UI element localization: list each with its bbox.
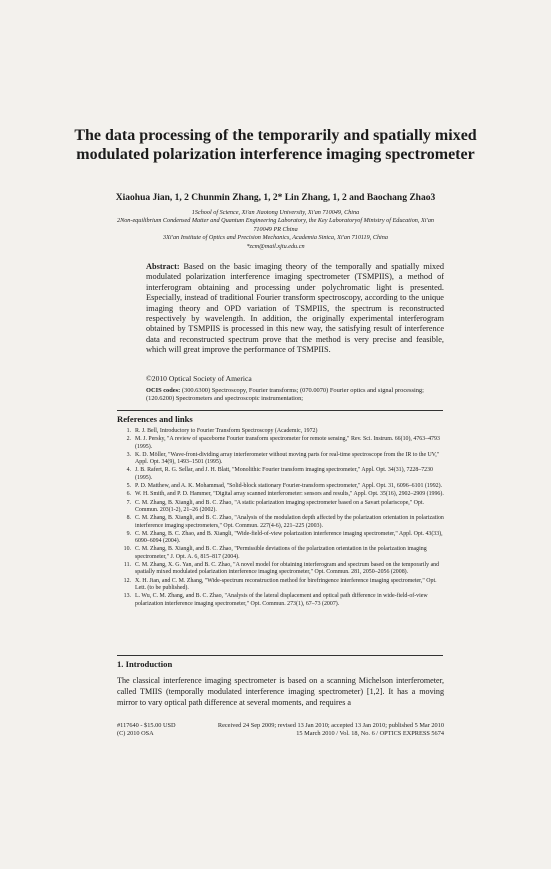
reference-item [117,483,444,490]
reference-item [117,500,444,515]
reference-number: 9. [126,530,131,537]
introduction-heading: 1. Introduction [117,659,173,669]
reference-number: 1. [126,428,131,434]
ocis-label: OCIS codes: [146,387,181,394]
affiliation-3: 3Xi'an Institute of Optics and Precision Mechanics, Academia Sinica, Xi'an 710119, China [163,234,388,242]
reference-item [117,562,444,577]
reference-number: 5. [126,483,131,490]
reference-number: 2. [126,436,131,443]
reference-item [117,436,444,451]
reference-text: C. M. Zhang, B. Xiangli, and B. C. Zhao, "Analysis of the modulation depth affected by the polarization orientation in polarization interference imaging spectrometers," Opt. Commun. 227(4-6), 221–225 (2003). [135,515,444,529]
reference-number: 3. [126,451,131,458]
divider-introduction [117,655,443,656]
reference-text: C. M. Zhang, X. G. Yan, and B. C. Zhao, "A novel model for obtaining interferogram and spectrum based on the temporarily and spatially mixed modulated polarization interference imaging spectrometer," Opt. Commun. 281, 2050–2056 (2008). [135,562,440,576]
reference-number: 4. [126,467,131,474]
reference-number: 6. [126,491,131,498]
reference-number: 8. [126,515,131,522]
reference-item [117,467,444,482]
footer-article-id: #117640 - $15.00 USD [117,722,176,729]
reference-list [117,428,444,609]
footer-dates: Received 24 Sep 2009; revised 13 Jan 2010; accepted 13 Jan 2010; published 5 Mar 2010 [217,722,444,729]
reference-item [117,546,444,561]
abstract [146,262,444,356]
reference-text: C. M. Zhang, B. C. Zhao, and B. Xiangli, "Wide-field-of-view polarization interference imaging spectrometer," Appl. Opt. 43(33), 6090–6094 (2004). [135,530,443,545]
ocis-codes [146,387,444,403]
introduction-text: The classical interference imaging spectrometer is based on a scanning Michelson interferometer, called TMIIS (temporally modulated interference imaging spectrometer) [1,2]. It has a moving mirror to vary optical path difference at several moments, and requires a [117,676,444,707]
affiliation-2: 2Non-equilibrium Condensed Matter and Quantum Engineering Laboratory, the Key Laboratoryof Ministry of Education, Xi'an 710049 PR China [116,217,435,233]
affiliations [110,209,441,251]
reference-item [117,593,444,608]
reference-text: C. M. Zhang, B. Xiangli, and B. C. Zhao, "Permissible deviations of the polarization orientation in the polarization imaging spectrometer," J. Opt. A. 6, 815–817 (2004). [135,546,427,560]
divider-references [117,410,443,411]
references-heading: References and links [117,414,193,424]
reference-item [117,578,444,593]
reference-number: 10. [123,546,131,553]
reference-item [117,428,444,435]
abstract-label: Abstract: [146,262,180,271]
reference-text: J. B. Rafert, R. G. Sellar, and J. H. Blatt, "Monolithic Fourier transform imaging spectrometer," Appl. Opt. 34(31), 7228–7230 (1995). [135,467,434,481]
affiliation-1: 1School of Science, Xi'an Jiaotong University, Xi'an 710049, China [191,209,360,216]
reference-number: 7. [126,499,131,506]
footer-citation: 15 March 2010 / Vol. 18, No. 6 / OPTICS EXPRESS 5674 [296,730,444,738]
reference-item [117,531,444,546]
reference-number: 13. [123,593,131,600]
reference-text: P. D. Matthew, and A. K. Mohammad, "Solid-block stationary Fourier-transform spectrometer," Appl. Opt. 31, 6096–6101 (1992). [135,483,443,490]
reference-text: K. D. Möller, "Wave-front-dividing array interferometer without moving parts for real-time spectroscope from the IR to the UV," Appl. Opt. 34(9), 1493–1501 (1995). [135,451,440,466]
reference-item [117,452,444,467]
paper-title: The data processing of the temporarily and spatially mixed modulated polarization interference imaging spectrometer [74,127,477,163]
ocis-text: (300.6300) Spectroscopy, Fourier transforms; (070.0070) Fourier optics and signal processing; (120.6200) Spectrometers and spectroscopic instrumentation; [146,387,424,403]
reference-item [117,515,444,530]
abstract-text: Based on the basic imaging theory of the temporally and spatially mixed modulated polarization interference imaging spectrometer (TSMPIIS), a method of interferogram obtaining and processing under polychromatic light is presented. Especially, instead of traditional Fourier transform spectroscopy, according to the unique imaging theory and OPD variation of TSMPIIS, the spectrum is reconstructed respectively by wavelength. In addition, the originally experimental interferogram obtained by TSMPIIS is processed in this new way, the satisfying result of interference data and reconstructed spectrum prove that the method is very precise and feasible, which will great improve the performance of TSMPIIS. [146,262,445,355]
copyright-notice: ©2010 Optical Society of America [146,374,252,383]
reference-text: M. J. Persky, "A review of spaceborne Fourier transform spectrometer for remote sensing," Rev. Sci. Instrum. 66(10), 4763–4793 (1995). [135,436,440,450]
author-list: Xiaohua Jian, 1, 2 Chunmin Zhang, 1, 2* Lin Zhang, 1, 2 and Baochang Zhao3 [115,193,436,203]
reference-text: R. J. Bell, Introductory to Fourier Transform Spectroscopy (Academic, 1972) [135,428,318,434]
reference-text: C. M. Zhang, B. Xiangli, and B. C. Zhao, "A static polarization imaging spectrometer based on a Savart polariscope," Opt. Commun. 203(1-2), 21–26 (2002). [135,499,424,513]
reference-text: X. H. Jian, and C. M. Zhang, "Wide-spectrum reconstruction method for birefringence interference imaging spectrometer," Opt. Lett. (to be published). [135,577,437,591]
reference-number: 11. [123,562,131,569]
reference-item [117,491,444,498]
corresponding-email: *zcm@mail.xjtu.edu.cn [246,242,305,250]
reference-text: L. Wu, C. M. Zhang, and B. C. Zhao, "Analysis of the lateral displacement and optical path difference in wide-field-of-view polarization interference imaging spectrometer," Opt. Commun. 273(1), 67–73 (2007). [135,593,428,607]
footer-publisher: (C) 2010 OSA [117,730,154,738]
reference-number: 12. [123,577,131,584]
reference-text: W. H. Smith, and P. D. Hammer, "Digital array scanned interferometer: sensors and results," Appl. Opt. 35(16), 2902–2909 (1996). [135,491,444,498]
footer [117,722,444,739]
